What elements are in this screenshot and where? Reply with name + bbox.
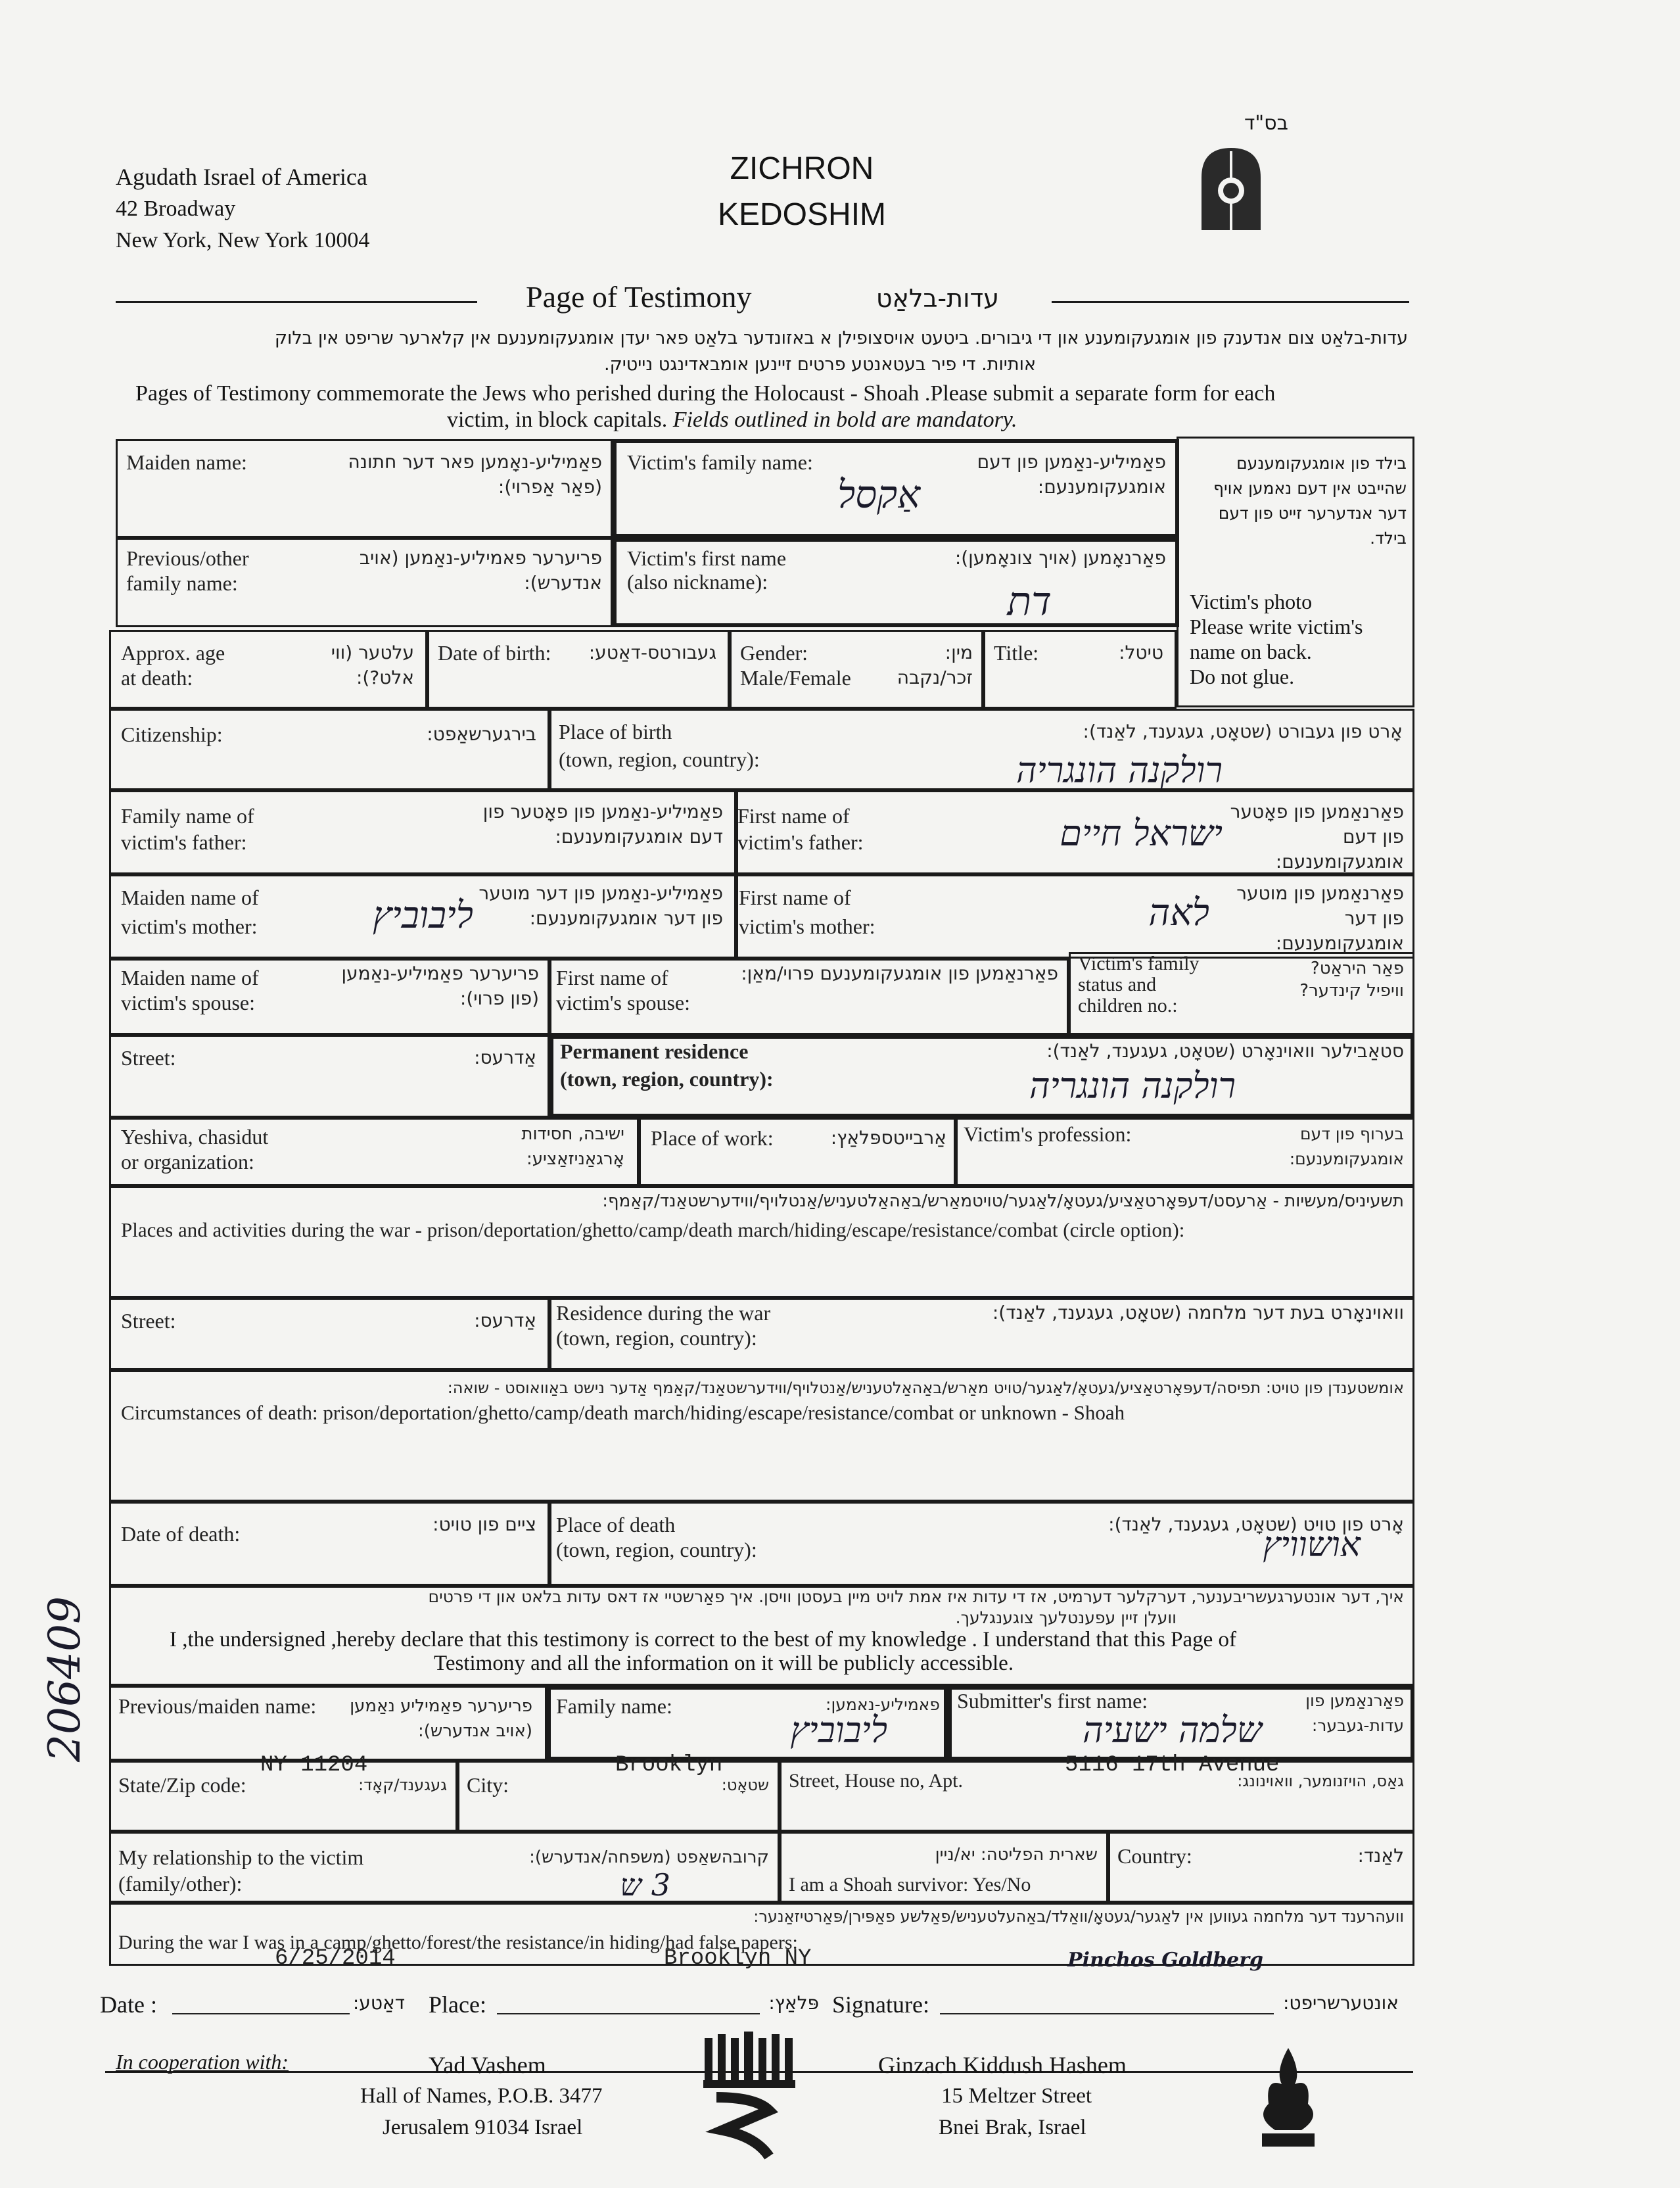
- mother-maiden-name-label-2: victim's mother:: [121, 915, 258, 938]
- gender-label-2: Male/Female: [740, 666, 851, 690]
- org-name: Agudath Israel of America: [116, 164, 367, 190]
- spouse-first-name-hebrew: פאַרנאַמען פון אומגעקומענעם פרוי/מאַן:: [741, 963, 1058, 984]
- place-of-birth-value: רולקנה הונגריה: [1015, 749, 1223, 791]
- yad-vashem-logo-icon: [697, 2032, 802, 2163]
- victim-first-name-label-2: (also nickname):: [627, 570, 768, 594]
- date-of-birth-label: Date of birth:: [438, 641, 551, 665]
- spouse-first-name-label-2: victim's spouse:: [556, 991, 690, 1014]
- state-zip-label: State/Zip code:: [118, 1773, 246, 1797]
- father-first-name-label-1: First name of: [737, 804, 850, 828]
- date-value: 6/25/2014: [275, 1946, 396, 1971]
- place-of-death-value: אושוויץ: [1263, 1525, 1361, 1565]
- date-of-death-label: Date of death:: [121, 1522, 241, 1546]
- yad-vashem-address-2: Jerusalem 91034 Israel: [383, 2116, 583, 2139]
- country-hebrew: לאַנד:: [1357, 1845, 1404, 1867]
- during-war-hebrew: וועהרענד דער מלחמה געווען אין לאַגער/געטאָ/וואַלד/באַהעלטעניש/פאַלשע פאַפּירן/פּאַרטיזאַנער:: [753, 1907, 1404, 1926]
- intro-english-line2: [447, 406, 1301, 434]
- maiden-name-label: Maiden name:: [126, 450, 247, 474]
- father-family-name-label-2: victim's father:: [121, 830, 247, 854]
- date-line[interactable]: [172, 2013, 350, 2014]
- state-zip-hebrew: געגענד/קאָד:: [358, 1776, 447, 1794]
- declaration-english-1: I ,the undersigned ,hereby declare that this testimony is correct to the best of my knowledge . I understand that this Page of: [170, 1628, 1236, 1652]
- mother-first-name-label-1: First name of: [739, 886, 851, 909]
- gender-label-1: Gender:: [740, 641, 808, 665]
- place-hebrew: פּלאַץ:: [768, 1992, 819, 2014]
- yeshiva-label-1: Yeshiva, chasidut: [121, 1125, 269, 1149]
- intro-hebrew-line1: עדות-בלאַט צום אנדענק פון אומגעקומענע און די גיבורים. ביטעט אויסצופילן א באזונדער בלאַט פאר יעדן אומגעקומענעם אין קלארער שריפט אין בלוק: [274, 328, 1408, 348]
- street-label: Street:: [121, 1046, 176, 1070]
- intro-hebrew-line2: אותיות. די פיר בעטאנטע פרטים זיינען אומבאדינגט נייטיק.: [603, 354, 1036, 375]
- place-of-birth-label-2: (town, region, country):: [559, 748, 760, 771]
- intro-english-text: victim, in block capitals.: [447, 408, 668, 432]
- victim-family-name-label: Victim's family name:: [627, 450, 813, 474]
- city-hebrew: שטאָט:: [721, 1776, 769, 1794]
- submitter-previous-name-hebrew: פריערער פאַמיליע נאַמען (אויב אנדערש):: [350, 1696, 532, 1741]
- victim-first-name-value: דת: [1007, 579, 1052, 625]
- signature-label: Signature:: [832, 1991, 929, 2018]
- mandatory-note: Fields outlined in bold are mandatory.: [672, 408, 1017, 432]
- submitter-street-value: 5116 17th Avenue: [1065, 1753, 1280, 1778]
- war-street-hebrew: אַדרעס:: [474, 1310, 536, 1331]
- mother-first-name-label-2: victim's mother:: [739, 915, 875, 938]
- state-zip-value: NY 11204: [260, 1753, 368, 1778]
- father-first-name-value: ישראל חיים: [1060, 813, 1223, 854]
- profession-label: Victim's profession:: [964, 1122, 1132, 1146]
- yeshiva-hebrew: ישיבה, חסידות אָרגאַניזאַציע:: [521, 1124, 624, 1169]
- declaration-hebrew-2: וועלן זיין עפענטלעך צוגענגלעך.: [955, 1608, 1177, 1627]
- photo-line3: name on back.: [1190, 640, 1312, 663]
- circumstances-of-death-label: Circumstances of death: prison/deportation/ghetto/camp/death march/hiding/escape/resistance/combat or unknown - Shoah: [121, 1401, 1125, 1424]
- spouse-maiden-name-label-1: Maiden name of: [121, 966, 259, 989]
- date-of-birth-hebrew: געבורטס-דאַטע:: [588, 642, 716, 663]
- war-activities-label: Places and activities during the war - prison/deportation/ghetto/camp/death march/hiding/escape/resistance/combat (circle option):: [121, 1218, 1185, 1241]
- war-street-label: Street:: [121, 1309, 176, 1333]
- title-hebrew: טיטל:: [1119, 642, 1163, 663]
- mother-maiden-name-value: ליבוביץ: [372, 894, 473, 937]
- permanent-residence-value: רולקנה הונגריה: [1029, 1065, 1236, 1106]
- page-title-hebrew: עדות-בלאַט: [875, 284, 999, 313]
- citizenship-field[interactable]: [109, 709, 549, 790]
- bsd-mark: בס"ד: [1244, 112, 1288, 135]
- photo-line1: Victim's photo: [1190, 590, 1313, 613]
- submitter-family-name-value: ליבוביץ: [790, 1709, 887, 1751]
- intro-english-line1: Pages of Testimony commemorate the Jews who perished during the Holocaust - Shoah .Please submit a separate form for each: [135, 381, 1276, 406]
- place-of-birth-hebrew: אָרט פון געבורט (שטאָט, געגענד, לאַנד):: [1083, 721, 1403, 742]
- war-residence-label-2: (town, region, country):: [556, 1326, 757, 1350]
- victim-first-name-hebrew: פאַרנאָמען (אויך צונאָמען):: [954, 547, 1166, 569]
- submitter-previous-name-label: Previous/maiden name:: [118, 1694, 317, 1718]
- father-family-name-hebrew: פאַמיליע-נאַמען פון פאָטער פון דעם אומגעקומענעם:: [482, 801, 723, 847]
- date-label: Date :: [100, 1991, 157, 2018]
- title-zichron: ZICHRON: [730, 151, 874, 186]
- relationship-label-2: (family/other):: [118, 1872, 243, 1895]
- father-first-name-label-2: victim's father:: [737, 830, 864, 854]
- father-first-name-hebrew: פאַרנאַמען פון פאָטער פון דעם אומגעקומענעם:: [1230, 801, 1404, 872]
- war-activities-hebrew: תשעיניס/מעשיות - אַרעסט/דעפּאָרטאַציע/געטאָ/לאַגער/טויטמאַרש/באַהאַלטעניש/אַנטלויף/ווידערשטאַנד/קאַמף:: [602, 1191, 1404, 1211]
- cooperation-label: In cooperation with:: [116, 2050, 289, 2074]
- survivor-hebrew: שארית הפליטה: יא/ניין: [935, 1845, 1098, 1865]
- permanent-residence-label-1: Permanent residence: [560, 1039, 749, 1063]
- submitter-street-hebrew: גאַס, הויזנומער, וואוינונג:: [1237, 1772, 1404, 1790]
- previous-name-label-1: Previous/other: [126, 546, 249, 570]
- declaration-hebrew-1: איך, דער אונטערגעשריבענער, דערקלער דערמיט, אז די עדות איז אמת לויט מיין בעסטן וויסן. איך פאַרשטיי אז דאס עדות בלאט און די פרטים: [428, 1587, 1404, 1606]
- war-residence-hebrew: וואוינאָרט בעת דער מלחמה (שטאָט, געגענד, לאַנד):: [992, 1302, 1404, 1323]
- submitter-first-name-value: שלמה ישעיה: [1082, 1709, 1262, 1751]
- mother-maiden-name-hebrew: פאַמיליע-נאַמען פון דער מוטער פון דער אומגעקומענעם:: [478, 882, 723, 929]
- spouse-maiden-name-hebrew: פריערער פאַמיליע-נאַמען (פון פרוי):: [341, 963, 539, 1009]
- yad-vashem-name: Yad Vashem: [429, 2052, 546, 2078]
- previous-name-label-2: family name:: [126, 571, 238, 595]
- page-title: Page of Testimony: [526, 280, 752, 314]
- approx-age-label-2: at death:: [121, 666, 193, 690]
- submitter-family-name-label: Family name:: [556, 1694, 672, 1718]
- submitter-family-name-hebrew: פאמיליע-נאמען:: [826, 1695, 940, 1714]
- war-residence-label-1: Residence during the war: [556, 1301, 771, 1325]
- family-status-hebrew: פאַר היראַט? וויפיל קינדער?: [1299, 959, 1404, 1001]
- relationship-hebrew: קרובהשאַפט (משפחה/אנדערש):: [529, 1847, 769, 1867]
- country-label: Country:: [1117, 1844, 1192, 1868]
- photo-line2: Please write victim's: [1190, 615, 1363, 638]
- submitter-first-name-label: Submitter's first name:: [957, 1689, 1148, 1713]
- survivor-label: I am a Shoah survivor: Yes/No: [789, 1874, 1031, 1895]
- profession-hebrew: בערוף פון דעם אומגעקומענעם:: [1289, 1124, 1404, 1168]
- place-line[interactable]: [497, 2013, 760, 2014]
- family-status-label-3: children no.:: [1078, 995, 1178, 1016]
- signature-hebrew: אונטערשריפט:: [1282, 1992, 1399, 2014]
- city-label: City:: [467, 1773, 509, 1797]
- mother-first-name-value: לאה: [1148, 892, 1209, 934]
- date-hebrew: דאַטע:: [352, 1992, 405, 2014]
- place-of-death-hebrew: אָרט פון טויט (שטאָט, געגענד, לאַנד):: [1108, 1513, 1404, 1535]
- relationship-label-1: My relationship to the victim: [118, 1845, 364, 1869]
- ginzach-flame-logo-icon: [1249, 2045, 1328, 2150]
- photo-line4: Do not glue.: [1190, 665, 1295, 688]
- place-of-death-label-2: (town, region, country):: [556, 1538, 757, 1561]
- street-hebrew: אַדרעס:: [474, 1047, 536, 1068]
- citizenship-hebrew: בירגערשאַפט:: [427, 723, 536, 745]
- org-address-line1: 42 Broadway: [116, 197, 236, 221]
- maiden-name-hebrew: פאַמיליע-נאָמען פאר דער חתונה (פאַר אַפרוי):: [348, 451, 602, 498]
- previous-name-hebrew: פריערער פאמיליע-נאַמען (אויב אנדערש):: [359, 547, 602, 594]
- during-war-label: During the war I was in a camp/ghetto/forest/the resistance/in hiding/had false papers:: [118, 1932, 798, 1953]
- spouse-maiden-name-label-2: victim's spouse:: [121, 991, 255, 1014]
- city-value: Brooklyn: [615, 1753, 723, 1778]
- place-label: Place:: [429, 1991, 486, 2018]
- title-kedoshim: KEDOSHIM: [717, 197, 887, 232]
- signature-line[interactable]: [940, 2013, 1274, 2014]
- yeshiva-label-2: or organization:: [121, 1150, 254, 1174]
- ginzach-name: Ginzach Kiddush Hashem: [878, 2052, 1127, 2078]
- permanent-residence-label-2: (town, region, country):: [560, 1067, 774, 1091]
- submitter-first-name-hebrew: פאַרנאַמען פון עדות-געבער:: [1305, 1691, 1404, 1735]
- date-of-death-hebrew: ציים פון טויט:: [432, 1513, 536, 1535]
- title-label: Title:: [994, 641, 1039, 665]
- permanent-residence-hebrew: סטאַבילער וואוינאָרט (שטאָט, געגענד, לאַנד):: [1046, 1040, 1404, 1062]
- citizenship-label: Citizenship:: [121, 723, 223, 746]
- gender-hebrew: מין: זכר/נקבה: [897, 642, 973, 688]
- approx-age-hebrew: עלטער (ווי אלט?):: [331, 642, 414, 688]
- victim-family-name-value: אַקסל: [837, 472, 920, 517]
- family-status-label-2: status and: [1078, 974, 1157, 995]
- margin-reference-number: 206409: [39, 1596, 90, 1762]
- photo-instructions-hebrew: בילד פון אומגעקומענעם שהייבט אין דעם נאמען אויף דער אנדערער זייט פון דעם בילד.: [1213, 454, 1407, 548]
- signature-value: Pinchos Goldberg: [1067, 1949, 1264, 1972]
- circumstances-of-death-hebrew: אומשטענדן פון טויט: תפיסה/דעפּאָרטאַציע/געטאָ/לאַגער/טויט מאַרש/באַהאַלטעניש/אַנטלויף/ווידערשטאַנד/קאַמף אַדער נישט באַוואוסט - שואה:: [447, 1379, 1404, 1397]
- yad-vashem-address-1: Hall of Names, P.O.B. 3477: [360, 2084, 603, 2108]
- spouse-first-name-label-1: First name of: [556, 966, 668, 989]
- org-address-line2: New York, New York 10004: [116, 228, 370, 252]
- father-family-name-label-1: Family name of: [121, 804, 254, 828]
- place-of-death-label-1: Place of death: [556, 1513, 676, 1536]
- submitter-street-label: Street, House no, Apt.: [789, 1770, 963, 1792]
- place-value: Brooklyn NY: [664, 1946, 812, 1971]
- tablets-logo-icon: [1195, 138, 1267, 237]
- approx-age-label-1: Approx. age: [121, 641, 225, 665]
- place-of-birth-label-1: Place of birth: [559, 720, 672, 744]
- relationship-value: 3 ש: [620, 1867, 670, 1903]
- victim-family-name-hebrew: פאַמיליע-נאַמען פון דעם אומגעקומענעם:: [977, 451, 1166, 498]
- place-of-work-hebrew: אַרבייטספּלאַץ:: [830, 1127, 946, 1149]
- ginzach-address-2: Bnei Brak, Israel: [939, 2116, 1086, 2139]
- ginzach-address-1: 15 Meltzer Street: [941, 2084, 1092, 2108]
- victim-first-name-label-1: Victim's first name: [627, 546, 787, 570]
- family-status-label-1: Victim's family: [1078, 953, 1200, 974]
- mother-maiden-name-label-1: Maiden name of: [121, 886, 259, 909]
- mother-first-name-hebrew: פאַרנאַמען פון מוטער פון דער אומגעקומענעם:: [1236, 882, 1404, 954]
- declaration-english-2: Testimony and all the information on it will be publicly accessible.: [434, 1652, 1014, 1675]
- place-of-work-label: Place of work:: [651, 1126, 774, 1150]
